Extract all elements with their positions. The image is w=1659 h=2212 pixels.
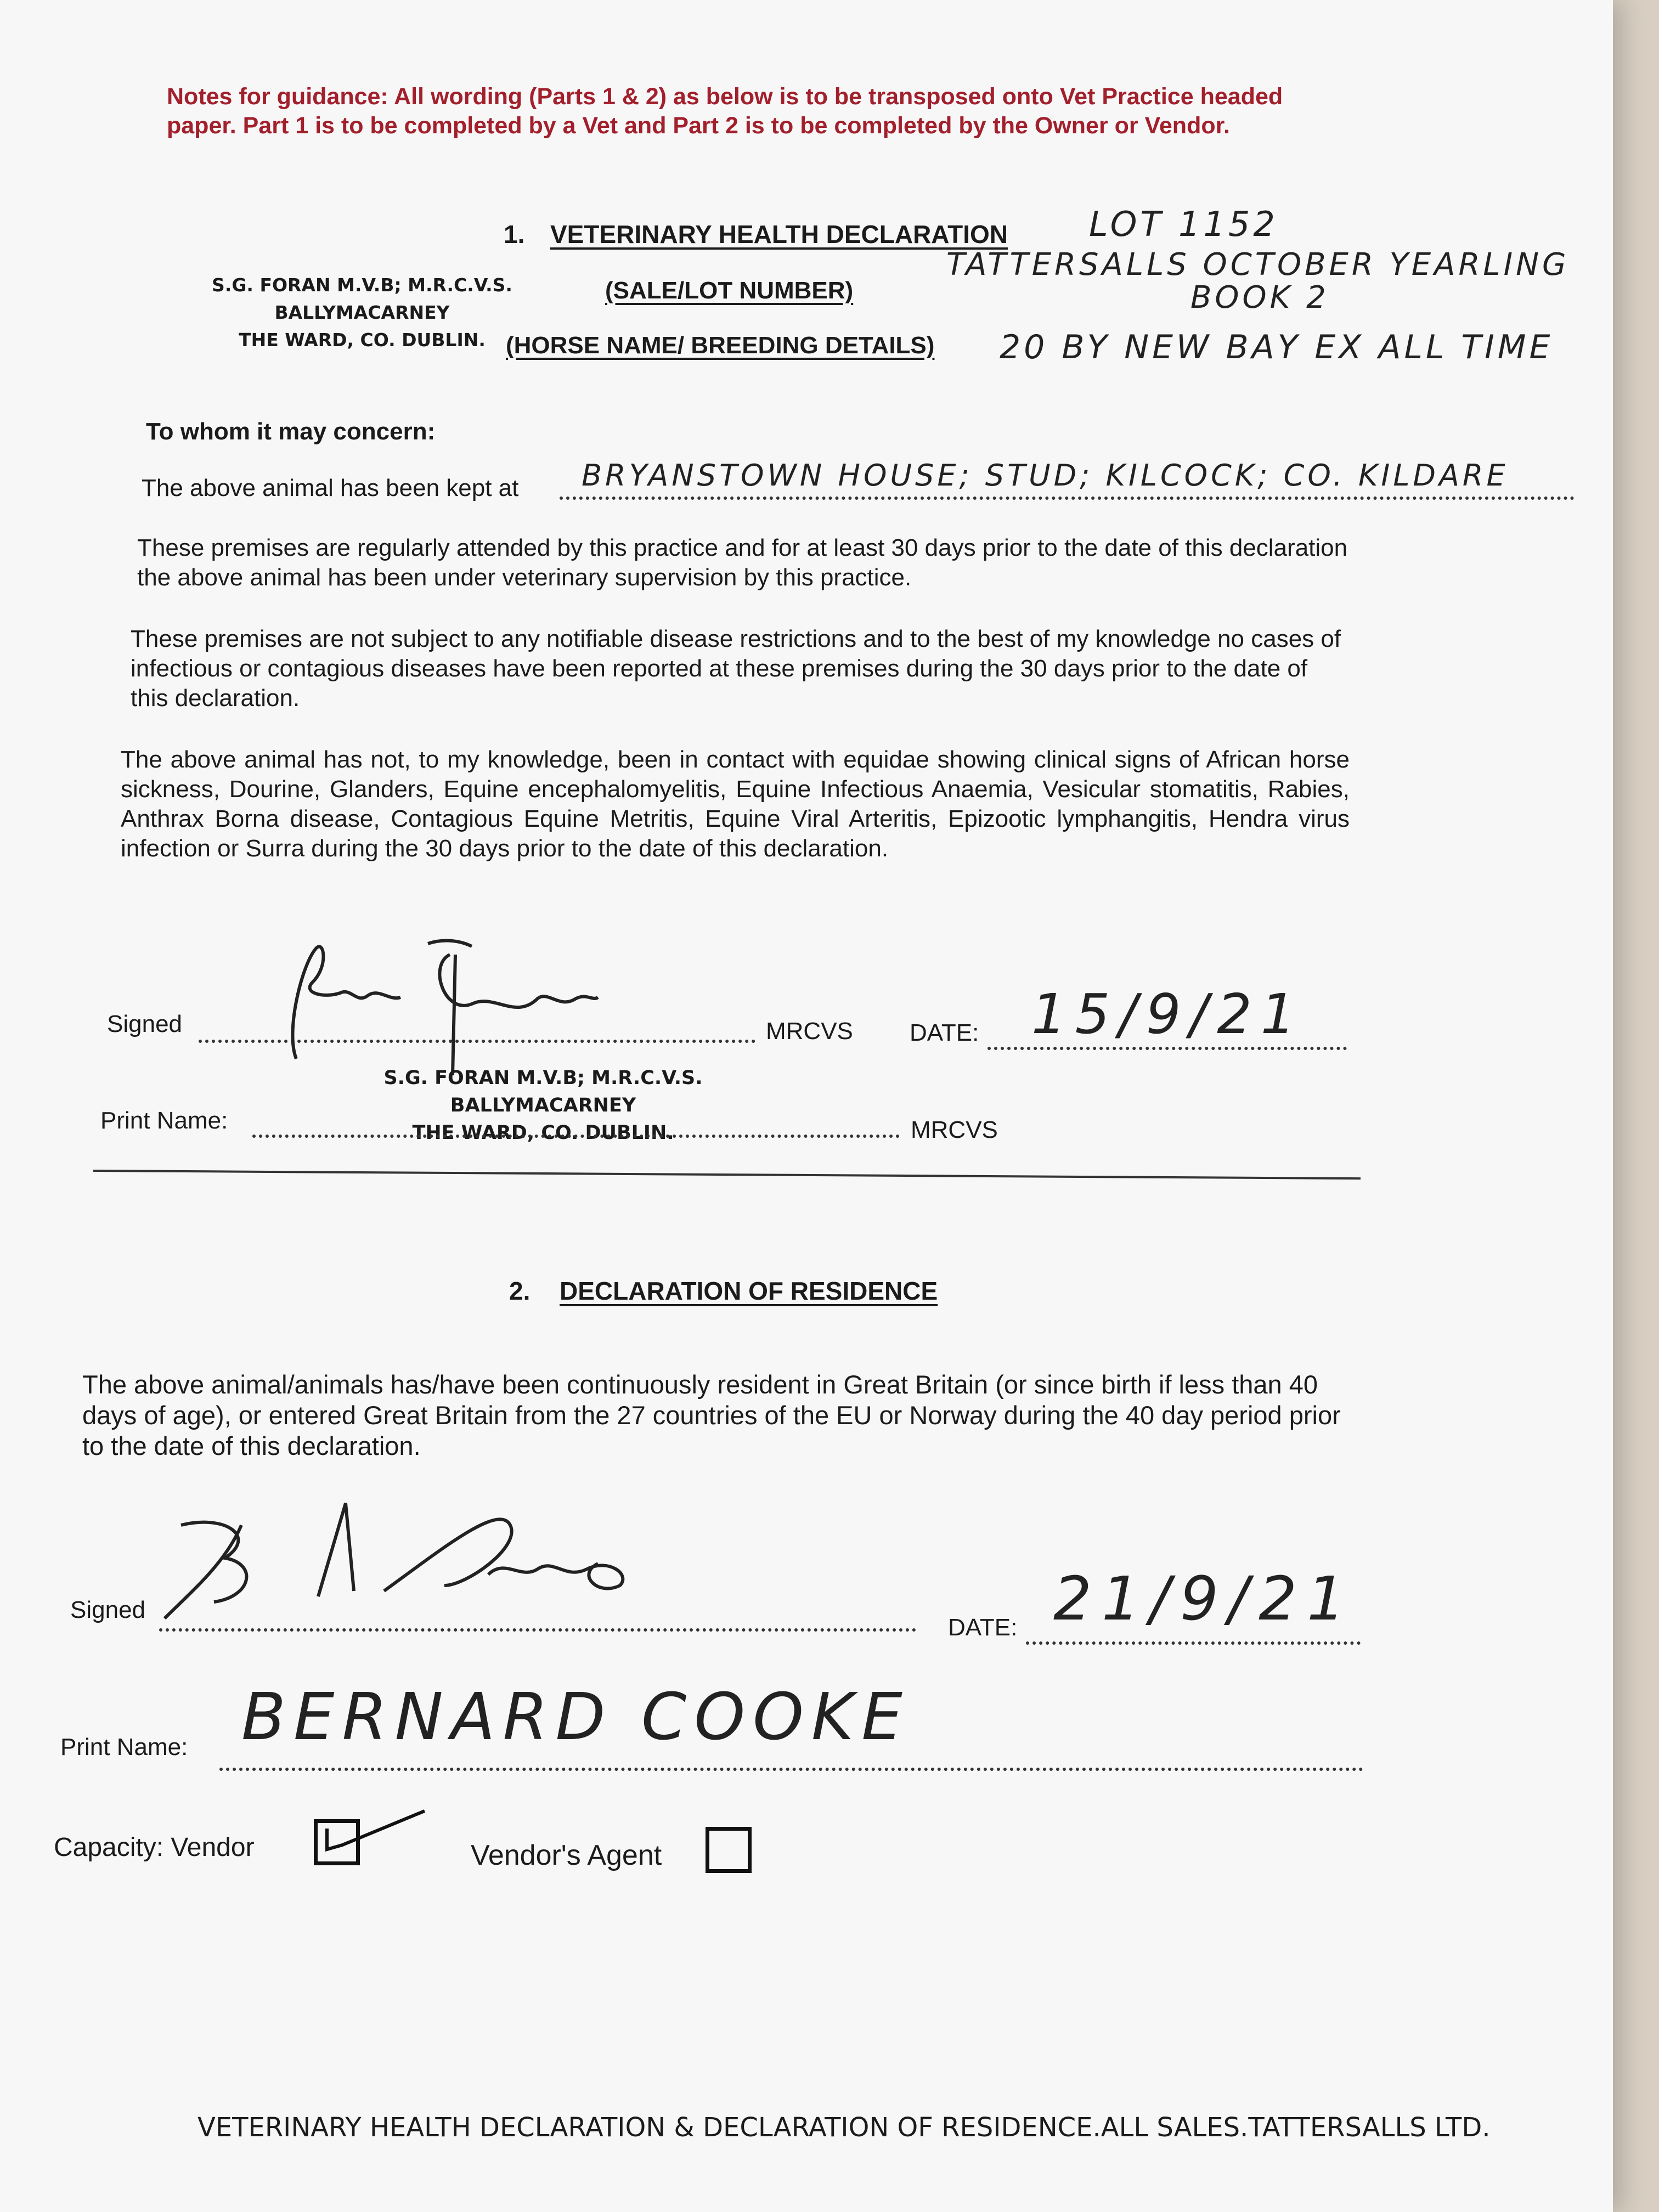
to-whom-heading: To whom it may concern: (146, 418, 436, 445)
paragraph-supervision: These premises are regularly attended by this practice and for at least 30 days prior to the date of this declaration the above animal has been under veterinary supervision by this practice. (137, 534, 1348, 591)
vet-stamp-line: THE WARD, CO. DUBLIN. (239, 329, 486, 351)
owner-date-handwritten: 21/9/21 (1053, 1564, 1356, 1634)
vet-signature (263, 933, 614, 1075)
owner-print-name-label: Print Name: (60, 1734, 188, 1760)
owner-print-name-dotted-line (219, 1768, 1363, 1771)
kept-at-dotted-line (560, 496, 1575, 500)
checkmark-icon (320, 1807, 408, 1856)
owner-date-label: DATE: (948, 1614, 1018, 1641)
owner-print-name-handwritten: BERNARD COOKE (241, 1679, 910, 1754)
capacity-vendor-label: Capacity: Vendor (54, 1833, 255, 1862)
print-name-stamp-line: THE WARD, CO. DUBLIN. (412, 1122, 674, 1144)
horse-details-handwritten: 20 BY NEW BAY EX ALL TIME (1000, 328, 1554, 366)
vendors-agent-label: Vendor's Agent (471, 1839, 662, 1871)
kept-at-label: The above animal has been kept at (142, 475, 519, 501)
vendors-agent-checkbox[interactable] (706, 1827, 752, 1873)
owner-signature (159, 1492, 708, 1635)
vet-print-name-dotted-line (252, 1135, 900, 1138)
vet-print-mrcvs-label: MRCVS (911, 1116, 998, 1143)
vet-stamp (208, 272, 516, 354)
paragraph-restrictions: These premises are not subject to any notifiable disease restrictions and to the best of my knowledge no cases of infectious or contagious diseases have been reported at these premises during the 30 days prior to the date of this declaration. (131, 625, 1341, 712)
lot-number-handwritten: LOT 1152 (1089, 204, 1278, 244)
kept-at-handwritten: BRYANSTOWN HOUSE; STUD; KILCOCK; CO. KILDARE (582, 458, 1509, 493)
book-handwritten: BOOK 2 (1190, 280, 1329, 315)
paragraph-contact: The above animal has not, to my knowledge, been in contact with equidae showing clinical signs of African horse sickness, Dourine, Glanders, Equine encephalomyelitis, Equine Infectious Anaemia, Vesicular stomatitis, Rabies, Anthrax Borna disease, Contagious Equine Metritis, Equine Viral Arteritis, Epizootic lymphangitis, Hendra virus infection or Surra during the 30 days prior to the date of this declaration. (121, 746, 1350, 862)
sale-lot-label: (SALE/LOT NUMBER) (605, 277, 854, 304)
part2-heading: DECLARATION OF RESIDENCE (560, 1277, 938, 1305)
vet-date-dotted-line (988, 1047, 1347, 1050)
part1-number: 1. (504, 220, 525, 249)
paragraph-residence: The above animal/animals has/have been continuously resident in Great Britain (or since birth if less than 40 days of age), or entered Great Britain from the 27 countries of the EU or Norway during the 40 day period prior to the date of this declaration. (82, 1370, 1341, 1460)
vet-date-label: DATE: (910, 1019, 979, 1046)
vet-stamp-line: BALLYMACARNEY (274, 302, 450, 323)
owner-signed-label: Signed (70, 1596, 146, 1623)
vet-stamp-line: S.G. FORAN M.V.B; M.R.C.V.S. (212, 274, 512, 296)
vendor-checkbox[interactable] (314, 1819, 360, 1865)
vet-signed-label: Signed (107, 1011, 183, 1037)
print-name-stamp-line: BALLYMACARNEY (450, 1094, 636, 1116)
vet-date-handwritten: 15/9/21 (1031, 982, 1305, 1046)
horse-details-label: (HORSE NAME/ BREEDING DETAILS) (506, 332, 935, 359)
vet-mrcvs-label: MRCVS (766, 1018, 853, 1045)
part2-number: 2. (509, 1277, 531, 1305)
vet-print-name-label: Print Name: (100, 1107, 228, 1134)
page-footer: VETERINARY HEALTH DECLARATION & DECLARATION OF RESIDENCE.ALL SALES.TATTERSALLS LTD. (198, 2112, 1491, 2143)
print-name-stamp-line: S.G. FORAN M.V.B; M.R.C.V.S. (383, 1067, 703, 1089)
owner-date-dotted-line (1026, 1641, 1361, 1645)
guidance-notes: Notes for guidance: All wording (Parts 1 & 2) as below is to be transposed onto Vet Practice headed paper. Part 1 is to be completed by a Vet and Part 2 is to be completed by the Owner or Vendor. (167, 83, 1283, 139)
part1-heading: VETERINARY HEALTH DECLARATION (550, 220, 1008, 249)
sale-handwritten: TATTERSALLS OCTOBER YEARLING (946, 247, 1570, 283)
section-divider (93, 1170, 1361, 1180)
